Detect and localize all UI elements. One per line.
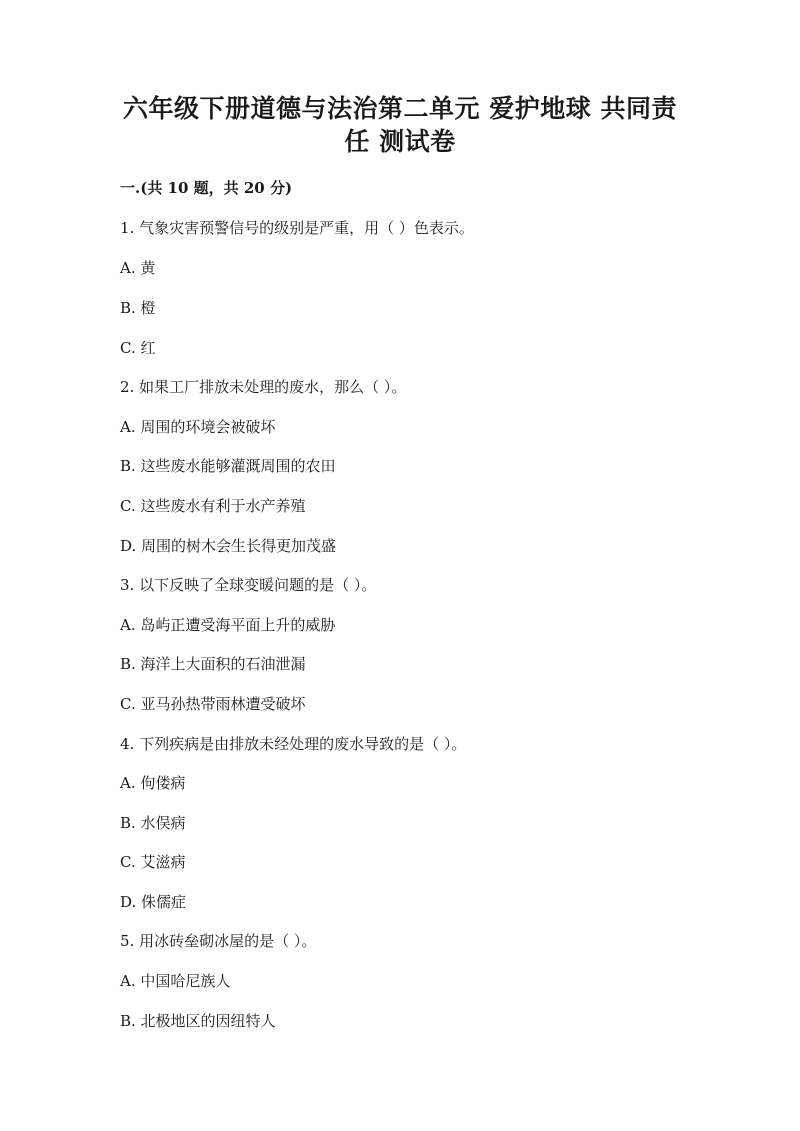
q4-option-a: A. 佝偻病 (120, 774, 186, 792)
question-2: 2. 如果工厂排放未处理的废水，那么（ ）。 (120, 378, 407, 396)
q3-option-a: A. 岛屿正遭受海平面上升的威胁 (120, 616, 336, 634)
q1-option-a: A. 黄 (120, 259, 156, 277)
q4-option-d: D. 侏儒症 (120, 893, 187, 911)
question-5: 5. 用冰砖垒砌冰屋的是（ ）。 (120, 932, 317, 950)
q5-option-a: A. 中国哈尼族人 (120, 972, 231, 990)
question-4: 4. 下列疾病是由排放未经处理的废水导致的是（ ）。 (120, 735, 467, 753)
question-3: 3. 以下反映了全球变暖问题的是（ ）。 (120, 576, 377, 594)
q1-option-b: B. 橙 (120, 299, 156, 317)
title-line-1: 六年级下册道德与法治第二单元 爱护地球 共同责 (123, 94, 677, 123)
q3-option-c: C. 亚马孙热带雨林遭受破坏 (120, 695, 306, 713)
title-line-2: 任 测试卷 (344, 127, 456, 156)
q3-option-b: B. 海洋上大面积的石油泄漏 (120, 655, 306, 673)
question-1: 1. 气象灾害预警信号的级别是严重，用（ ）色表示。 (120, 219, 474, 237)
q4-option-c: C. 艾滋病 (120, 853, 186, 871)
q5-option-b: B. 北极地区的因纽特人 (120, 1012, 276, 1030)
page-title (100, 92, 700, 158)
q2-option-a: A. 周围的环境会被破坏 (120, 418, 276, 436)
q2-option-c: C. 这些废水有利于水产养殖 (120, 497, 306, 515)
q2-option-d: D. 周围的树木会生长得更加茂盛 (120, 537, 337, 555)
q2-option-b: B. 这些废水能够灌溉周围的农田 (120, 457, 336, 475)
q4-option-b: B. 水俣病 (120, 814, 186, 832)
section-heading: 一.(共 10 题，共 20 分) (120, 179, 293, 197)
q1-option-c: C. 红 (120, 339, 156, 357)
